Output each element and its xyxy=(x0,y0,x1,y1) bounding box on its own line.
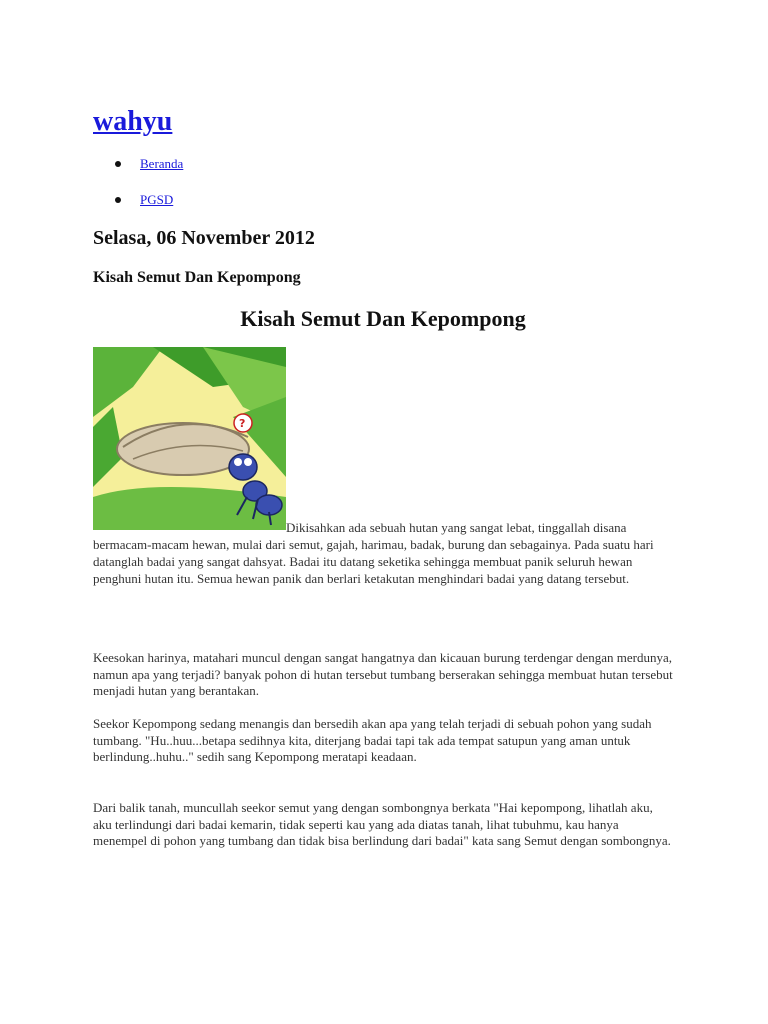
post-heading: Kisah Semut Dan Kepompong xyxy=(240,306,526,331)
nav-item-beranda xyxy=(93,150,183,186)
ant-cocoon-illustration xyxy=(93,347,286,530)
post-title: Kisah Semut Dan Kepompong xyxy=(93,269,301,286)
post-paragraph-1-text: Dikisahkan ada sebuah hutan yang sangat lebat, tinggallah disana bermacam-macam hewan, mulai dari semut, gajah, harimau, badak, burung dan sebagainya. Pada suatu hari datanglah badai yang sangat dahsyat. Badai itu datang seketika sehingga membuat panik seluruh hewan penghuni hutan itu. Semua hewan panik dan berlari ketakutan menghindari badai yang datang tersebut. xyxy=(93,520,654,586)
svg-text:?: ? xyxy=(239,417,246,430)
blog-title-link[interactable]: wahyu xyxy=(93,106,173,137)
nav-menu xyxy=(93,150,183,222)
post-paragraph-2: Keesokan harinya, matahari muncul dengan sangat hangatnya dan kicauan burung terdengar dengan merdunya, namun apa yang terjadi? banyak pohon di hutan tersebut tumbang berserakan sehingga membuat hutan tersebut menjadi hutan yang berantakan. xyxy=(93,650,673,698)
post-date: Selasa, 06 November 2012 xyxy=(93,227,315,249)
post-paragraph-1 xyxy=(93,519,673,587)
nav-link-pgsd[interactable]: PGSD xyxy=(140,192,174,207)
post-paragraph-3: Seekor Kepompong sedang menangis dan bersedih akan apa yang telah terjadi di sebuah pohon yang sudah tumbang. "Hu..huu...betapa sedihnya kita, diterjang badai tapi tak ada tempat satupun yang aman untuk berlindung..huhu.." sedih sang Kepompong meratapi keadaan. xyxy=(93,716,652,764)
nav-item-pgsd xyxy=(93,186,183,222)
nav-link-beranda[interactable]: Beranda xyxy=(140,156,184,171)
post-paragraph-4: Dari balik tanah, muncullah seekor semut yang dengan sombongnya berkata "Hai kepompong, lihatlah aku, aku terlindungi dari badai kemarin, tidak seperti kau yang ada diatas tanah, lihat tubuhmu, kau hanya menempel di pohon yang tumbang dan tidak bisa berlindung dari badai" kata sang Semut dengan sombongnya. xyxy=(93,800,671,848)
